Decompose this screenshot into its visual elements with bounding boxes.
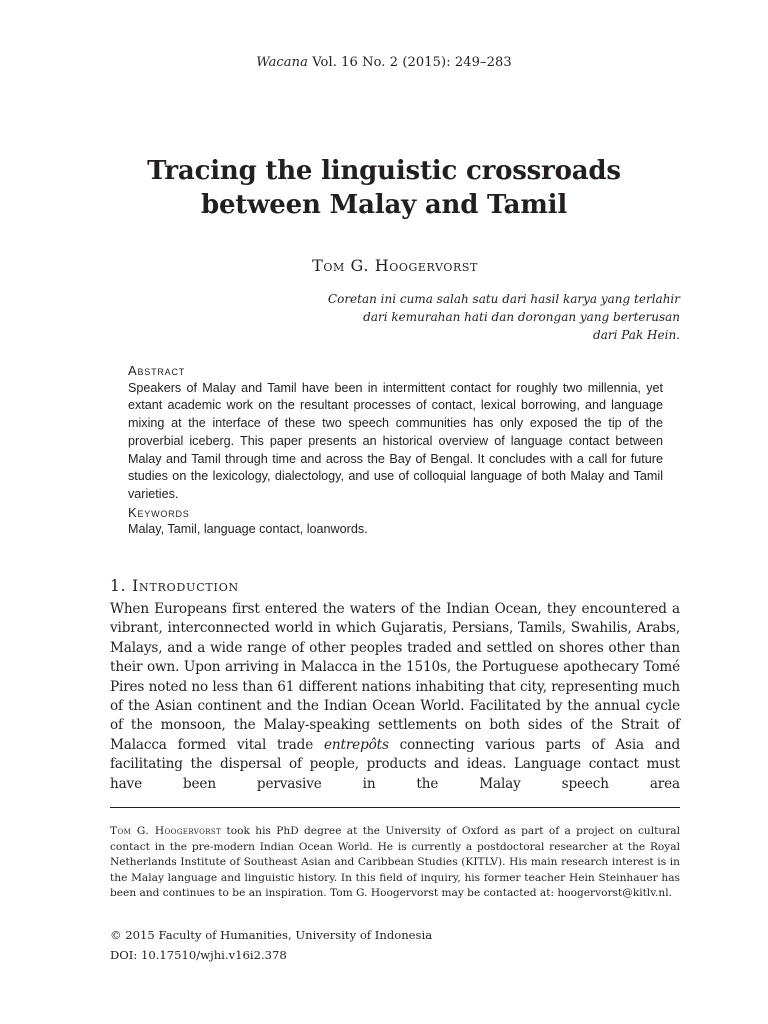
keywords-text: Malay, Tamil, language contact, loanwords. (128, 522, 368, 537)
body-text-italic: entrepôts (324, 736, 389, 753)
keywords-heading: Keywords (128, 504, 190, 520)
footnote-divider (110, 807, 680, 808)
body-text-part-2: connecting various parts of Asia and facilitating the dispersal of people, products and ideas. Language contact must have been pervasive in the Malay speech area (110, 736, 681, 792)
running-head (0, 55, 768, 70)
body-text-part-1: When Europeans first entered the waters of the Indian Ocean, they encountered a vibrant, interconnected world in which Gujaratis, Persians, Tamils, Swahilis, Arabs, Malays, and a wide range of other peoples traded and settled on shores other than their own. Upon arriving in Malacca in the 1510s, the Portuguese apothecary Tomé Pires noted no less than 61 different nations inhabiting that city, representing much of the Asian continent and the Indian Ocean World. Facilitated by the annual cycle of the monsoon, the Malay-speaking settlements on both sides of the Strait of Malacca formed vital trade (110, 601, 680, 753)
journal-name: Wacana (256, 55, 308, 70)
section-heading: 1. Introduction (110, 577, 239, 595)
footnote-author-name: Tom G. Hoogervorst (110, 825, 222, 837)
journal-citation: Vol. 16 No. 2 (2015): 249–283 (307, 55, 512, 70)
dedication-line-3: dari Pak Hein. (593, 328, 680, 342)
body-paragraph (110, 600, 680, 794)
abstract-heading: Abstract (128, 363, 186, 378)
author-name: Tom G. Hoogervorst (312, 256, 478, 275)
dedication-line-2: dari kemurahan hati dan dorongan yang berterusan (363, 310, 680, 324)
doi-line: DOI: 10.17510/wjhi.v16i2.378 (110, 947, 287, 962)
copyright-block (110, 926, 680, 965)
footnote-text: took his PhD degree at the University of Oxford as part of a project on cultural contact in the pre-modern Indian Ocean World. He is currently a postdoctoral researcher at the Royal Netherlands Institute of Southeast Asian and Caribbean Studies (KITLV). His main research interest is in the Malay language and linguistic history. In this field of inquiry, his former teacher Hein Steinhauer has been and continues to be an inspiration. Tom G. Hoogervorst may be contacted at: hoogervorst@kitlv.nl. (110, 825, 680, 900)
author-footnote (110, 824, 680, 902)
article-title (84, 154, 684, 222)
title-line-1: Tracing the linguistic crossroads (147, 156, 621, 186)
copyright-line: © 2015 Faculty of Humanities, University of Indonesia (110, 928, 433, 942)
dedication (260, 290, 680, 344)
title-line-2: between Malay and Tamil (200, 190, 567, 220)
abstract-block (128, 362, 663, 539)
abstract-text: Speakers of Malay and Tamil have been in intermittent contact for roughly two millennia, yet extant academic work on the resultant processes of contact, lexical borrowing, and language mixing at the interface of these two speech communities has only exposed the tip of the proverbial iceberg. This paper presents an historical overview of language contact between Malay and Tamil through time and across the Bay of Bengal. It concludes with a call for future studies on the lexicology, dialectology, and use of colloquial language of both Malay and Tamil varieties. (128, 380, 663, 501)
dedication-line-1: Coretan ini cuma salah satu dari hasil karya yang terlahir (327, 292, 680, 306)
